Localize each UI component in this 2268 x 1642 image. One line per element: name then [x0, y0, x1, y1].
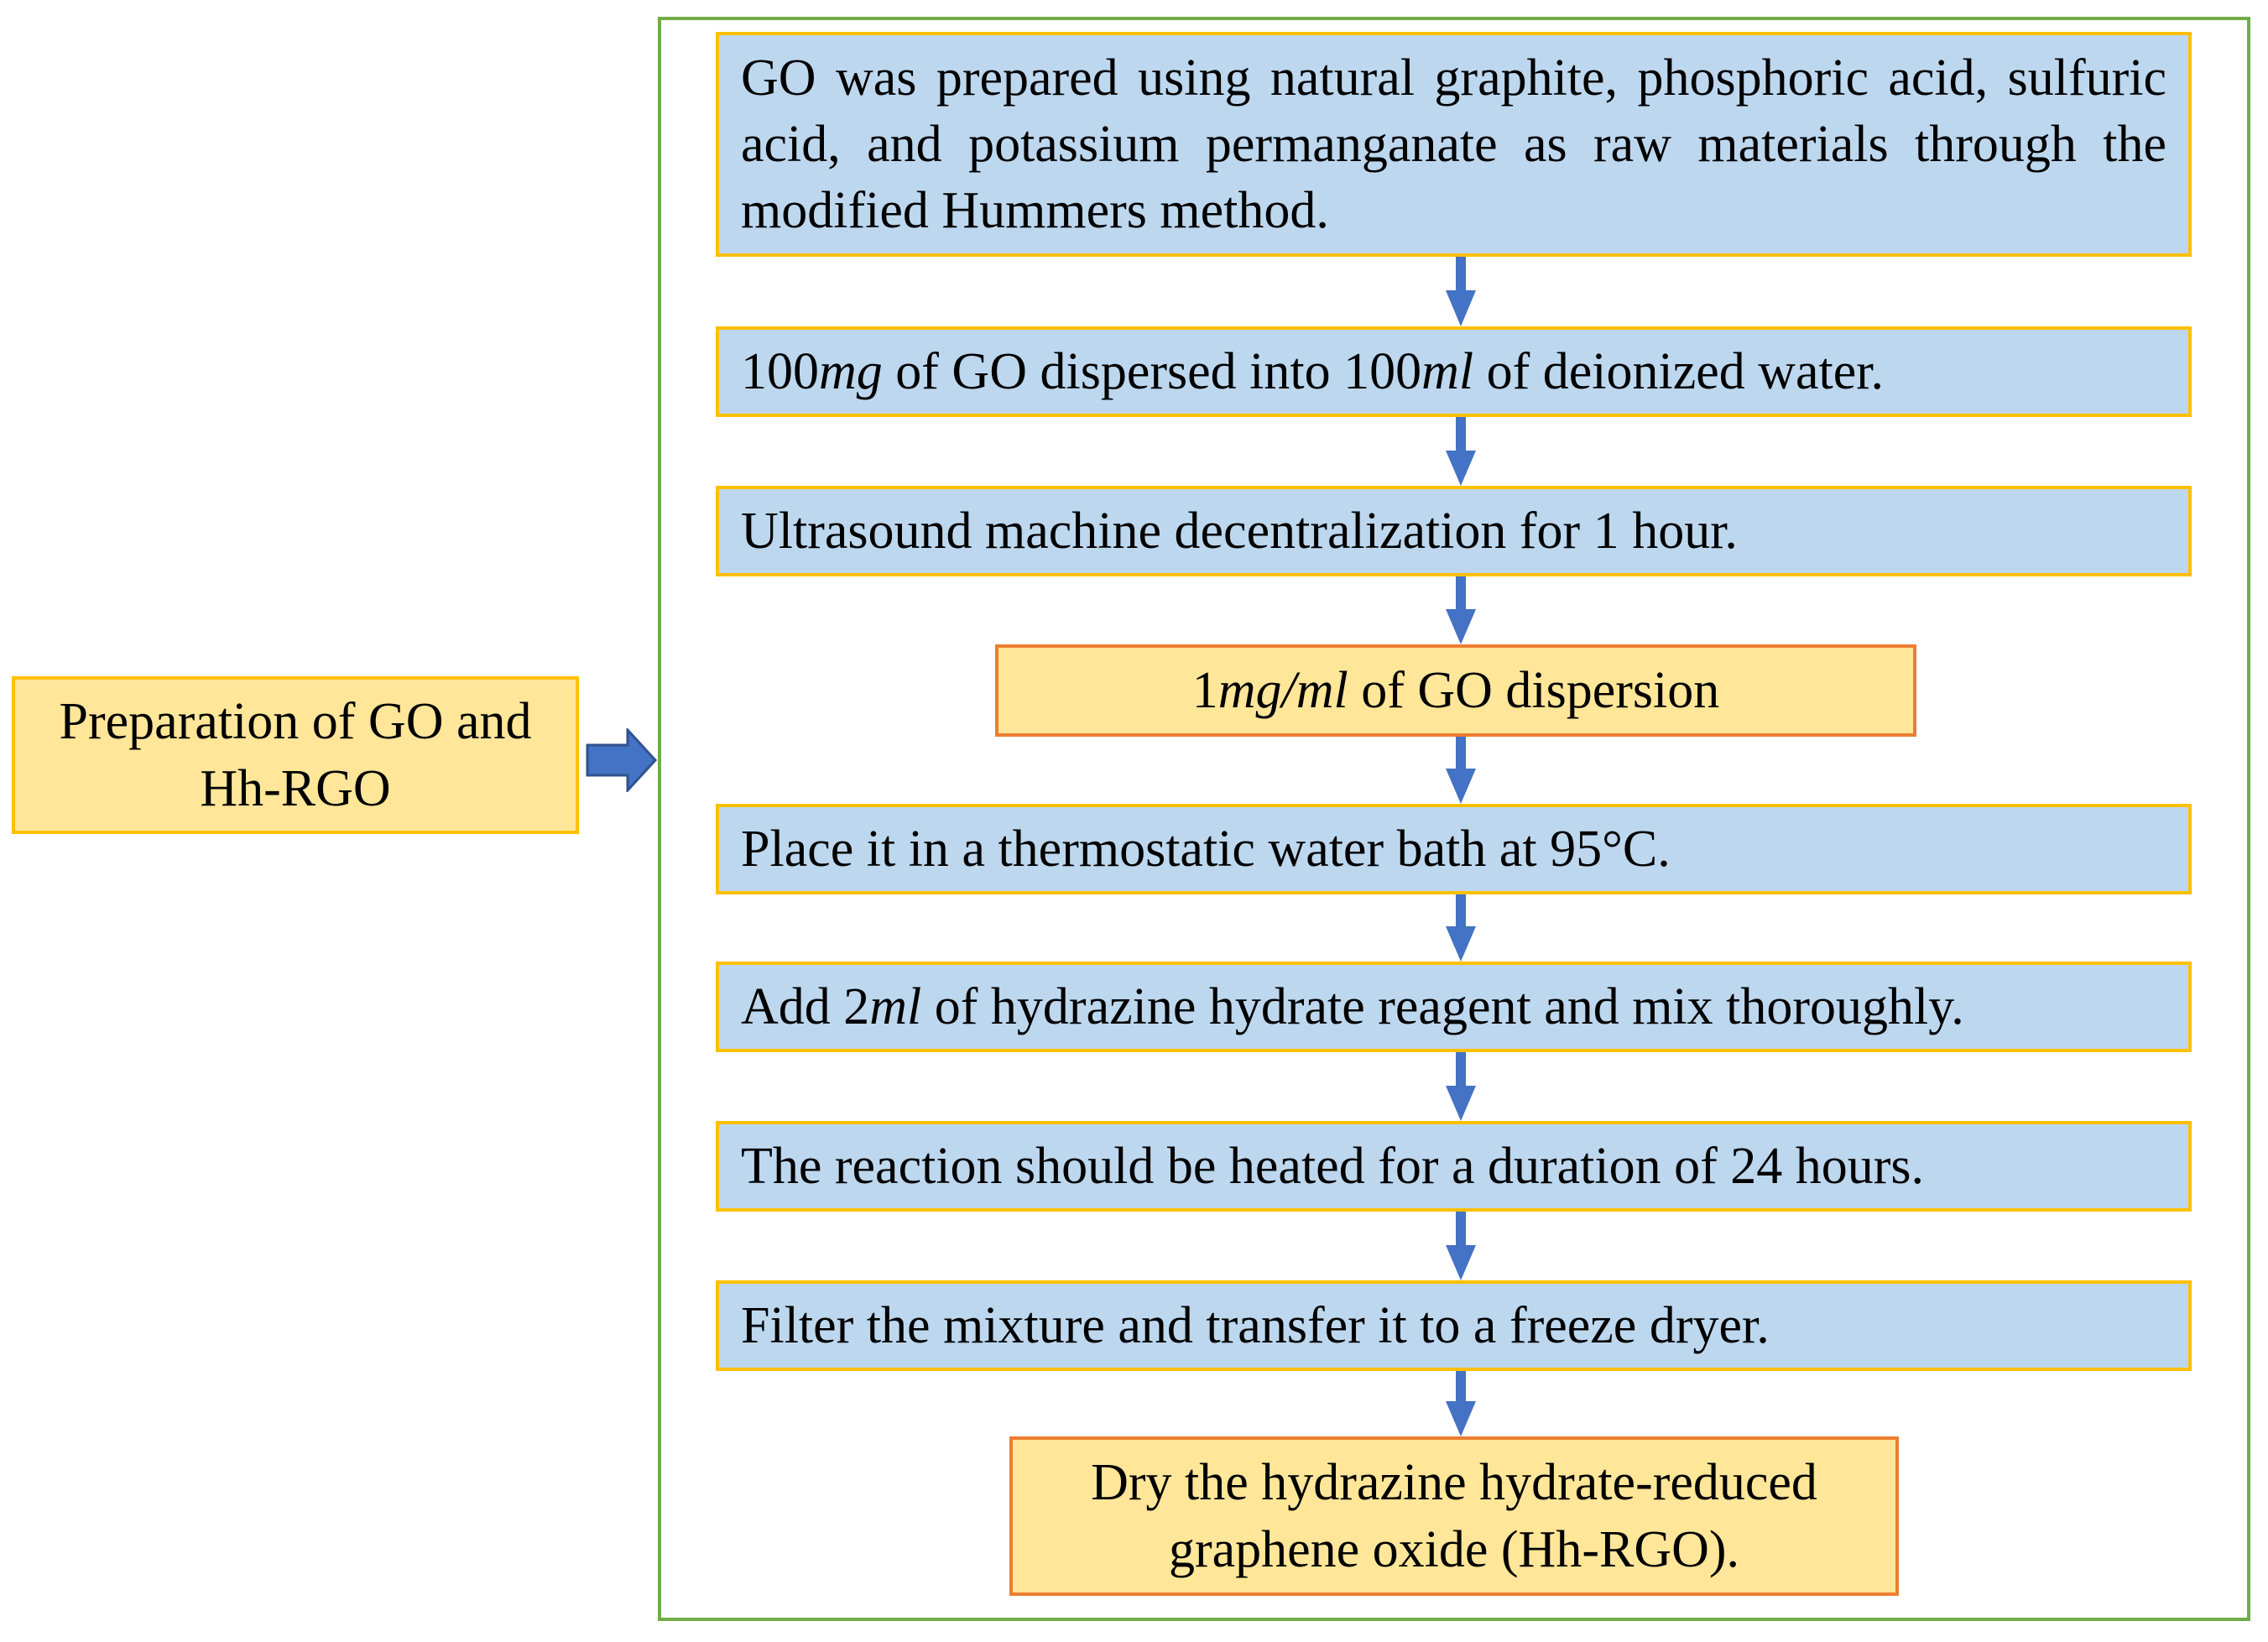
- step-3-text: Ultrasound machine decentralization for 1 hour.: [741, 502, 1738, 560]
- title-line-1: Preparation of GO and: [59, 693, 532, 750]
- step-8-box: [716, 1280, 2192, 1371]
- step-5-box: [716, 804, 2192, 894]
- step-9-line-1: Dry the hydrazine hydrate-reduced: [1091, 1454, 1817, 1511]
- step-5-text: Place it in a thermostatic water bath at 95°C.: [741, 820, 1671, 878]
- step-7-text: The reaction should be heated for a duration of 24 hours.: [741, 1137, 1925, 1195]
- down-arrow-icon: [1440, 1052, 1482, 1121]
- step-9-box: [1009, 1436, 1899, 1596]
- down-arrow-icon: [1440, 737, 1482, 804]
- right-block-arrow-icon: [586, 728, 658, 792]
- down-arrow-icon: [1440, 417, 1482, 486]
- down-arrow-icon: [1440, 576, 1482, 644]
- step-6-box: [716, 962, 2192, 1052]
- title-line-2: Hh-RGO: [200, 760, 391, 817]
- down-arrow-icon: [1440, 257, 1482, 326]
- step-2-box: [716, 326, 2192, 417]
- step-8-text: Filter the mixture and transfer it to a freeze dryer.: [741, 1296, 1770, 1354]
- down-arrow-icon: [1440, 1212, 1482, 1280]
- step-4-box: [995, 644, 1916, 737]
- step-9-line-2: graphene oxide (Hh-RGO).: [1168, 1521, 1740, 1578]
- step-7-box: [716, 1121, 2192, 1212]
- step-2-text: 100mg of GO dispersed into 100ml of deionized water.: [741, 342, 1885, 400]
- step-1-text: GO was prepared using natural graphite, phosphoric acid, sulfuric acid, and potassium permanganate as raw materials through the modified Hummers method.: [741, 49, 2166, 239]
- step-6-text: Add 2ml of hydrazine hydrate reagent and mix thoroughly.: [741, 977, 1964, 1035]
- step-3-box: [716, 486, 2192, 576]
- down-arrow-icon: [1440, 1371, 1482, 1436]
- step-1-box: [716, 32, 2192, 257]
- title-box: [12, 676, 579, 834]
- down-arrow-icon: [1440, 894, 1482, 962]
- step-4-text: 1mg/ml of GO dispersion: [1191, 661, 1720, 719]
